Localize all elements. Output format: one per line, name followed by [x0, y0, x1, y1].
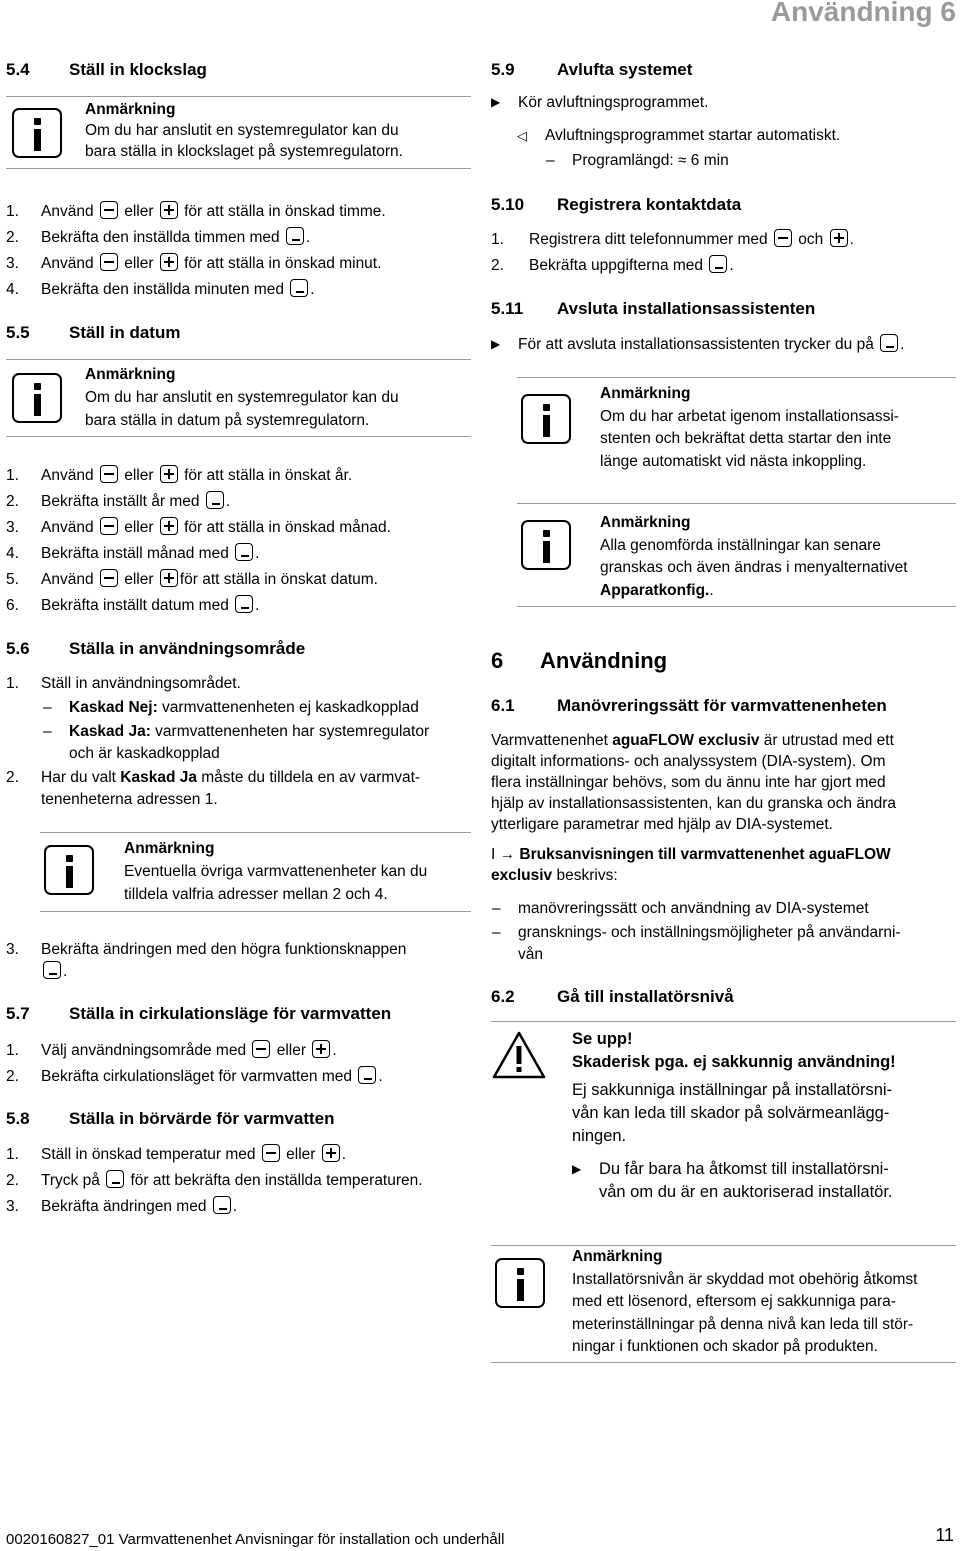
section-heading-5-8: 5.8 Ställa in börvärde för varmvatten — [6, 1109, 335, 1128]
step: 3. Bekräfta ändringen med den högra funktionsknappen — [6, 941, 407, 958]
minus-key-icon — [100, 201, 118, 219]
info-icon — [12, 108, 62, 158]
note-box — [491, 1245, 956, 1363]
step: 1. Välj användningsområde med eller . — [6, 1042, 337, 1059]
section-heading-5-11: 5.11 Avsluta installationsassistenten — [491, 299, 816, 318]
plus-key-icon — [312, 1040, 330, 1058]
step: 1. Registrera ditt telefonnummer med och . — [491, 231, 854, 248]
note-text: Anmärkning Alla genomförda inställningar kan senare granskas och även ändras i menyalternativet Apparatkonfig.. — [600, 514, 908, 599]
section-heading-6-1: 6.1 Manövreringssätt för varmvattenenheten — [491, 696, 887, 715]
section-heading-5-5: 5.5 Ställ in datum — [6, 323, 181, 342]
note-box — [6, 96, 471, 169]
info-icon — [12, 373, 62, 423]
step: 2. Bekräfta inställt år med . — [6, 493, 231, 510]
step: 3. Använd eller för att ställa in önskad minut. — [6, 255, 382, 272]
action-arrow-icon: ▶ — [491, 337, 501, 351]
info-icon — [521, 520, 571, 570]
minus-key-icon — [262, 1144, 280, 1162]
dash-item: – Kaskad Ja: varmvattenenheten har systemregulator — [69, 721, 429, 742]
ok-key-icon — [235, 595, 253, 613]
note-text: Anmärkning Om du har anslutit en systemregulator kan du bara ställa in klockslaget på systemregulatorn. — [85, 101, 403, 160]
warning-box — [491, 1021, 956, 1211]
step: 6. Bekräfta inställt datum med . — [6, 597, 260, 614]
plus-key-icon — [160, 465, 178, 483]
step: 1. Ställ in önskad temperatur med eller . — [6, 1146, 347, 1163]
dash-item: – Kaskad Nej: varmvattenenheten ej kaskadkopplad — [69, 697, 419, 718]
ok-key-icon — [235, 543, 253, 561]
note-text: Anmärkning Om du har arbetat igenom installationsassi- stenten och bekräftat detta startar den inte länge automatiskt vid nästa inkoppling. — [600, 385, 899, 470]
minus-key-icon — [100, 253, 118, 271]
reference-arrow-icon: → — [499, 846, 516, 863]
minus-key-icon — [100, 517, 118, 535]
warning-text: Se upp! Skaderisk pga. ej sakkunnig användning! Ej sakkunniga inställningar på installatörsni- vån kan leda till skador på solvärmeanlägg- ningen. ▶ Du får bara ha åtkomst till installatörsni- vån om du är en auktoriserad installatör. — [572, 1030, 896, 1201]
action-item: ▶ För att avsluta installationsassistenten trycker du på . — [491, 336, 905, 353]
dash-item-continuation: vån — [518, 946, 543, 963]
plus-key-icon — [160, 517, 178, 535]
info-icon — [495, 1258, 545, 1308]
ok-key-icon — [286, 227, 304, 245]
section-heading-5-9: 5.9 Avlufta systemet — [491, 60, 693, 79]
section-heading-6-2: 6.2 Gå till installatörsnivå — [491, 987, 734, 1006]
plus-key-icon — [160, 253, 178, 271]
section-heading-5-7: 5.7 Ställa in cirkulationsläge för varmvatten — [6, 1004, 392, 1023]
ok-key-icon — [290, 279, 308, 297]
action-arrow-icon: ▶ — [491, 95, 501, 109]
info-icon — [44, 845, 94, 895]
step: 4. Bekräfta inställ månad med . — [6, 545, 260, 562]
ok-key-icon — [106, 1170, 124, 1188]
step: 2. Bekräfta den inställda timmen med . — [6, 229, 311, 246]
section-heading-5-4: 5.4 Ställ in klockslag — [6, 60, 207, 79]
minus-key-icon — [774, 229, 792, 247]
dash-item: – gransknings- och inställningsmöjligheter på användarni- — [518, 922, 901, 943]
result-triangle-icon: ◁ — [517, 128, 527, 143]
plus-key-icon — [160, 201, 178, 219]
warning-triangle-icon — [491, 1030, 547, 1080]
action-arrow-icon: ▶ — [572, 1162, 582, 1176]
paragraph: Varmvattenenhet aguaFLOW exclusiv är utrustad med ett digitalt informations- och analyssystem (DIA-system). Om flera inställningar behövs, som du ännu inte har gjort med hjälp av installationsassistenten, kan du granska och ändra ytterligare parametrar med hjälp av DIA-systemet. — [491, 732, 896, 833]
step: 1. Använd eller för att ställa in önskat år. — [6, 467, 353, 484]
paragraph: I → Bruksanvisningen till varmvattenenhet aguaFLOW exclusiv beskrivs: — [491, 846, 891, 884]
page-header: Användning 6 — [770, 0, 956, 27]
step: 1. Använd eller för att ställa in önskad timme. — [6, 203, 386, 220]
plus-key-icon — [830, 229, 848, 247]
note-text: Anmärkning Installatörsnivån är skyddad mot obehörig åtkomst med ett lösenord, eftersom ej sakkunniga para- meterinställningar på denna nivå kan leda till stör- ningar i funktionen och skador på produkten. — [572, 1248, 918, 1355]
note-box — [6, 359, 471, 437]
ok-key-icon — [213, 1196, 231, 1214]
note-box — [517, 377, 956, 477]
note-text: Anmärkning Eventuella övriga varmvattenenheter kan du tilldela valfria adresser mellan 2 och 4. — [124, 840, 428, 903]
step: 4. Bekräfta den inställda minuten med . — [6, 281, 315, 298]
chapter-heading-6: 6 Användning — [491, 648, 668, 673]
info-icon — [521, 394, 571, 444]
plus-key-icon — [322, 1144, 340, 1162]
section-heading-5-10: 5.10 Registrera kontaktdata — [491, 195, 742, 214]
action-item: ▶ Kör avluftningsprogrammet. — [491, 94, 709, 111]
note-box — [517, 503, 956, 607]
section-heading-5-6: 5.6 Ställa in användningsområde — [6, 639, 306, 658]
minus-key-icon — [100, 569, 118, 587]
step: 2. Bekräfta cirkulationsläget för varmvatten med . — [6, 1068, 383, 1085]
step-continuation: tenenheterna adressen 1. — [41, 791, 218, 808]
step: 3. Använd eller för att ställa in önskad månad. — [6, 519, 391, 536]
ok-key-icon — [206, 491, 224, 509]
ok-key-icon — [43, 961, 61, 979]
ok-key-icon — [358, 1066, 376, 1084]
minus-key-icon — [252, 1040, 270, 1058]
step: 3. Bekräfta ändringen med . — [6, 1198, 238, 1215]
step: 1. Ställ in användningsområdet. — [6, 675, 241, 692]
step: 2. Bekräfta uppgifterna med . — [491, 257, 734, 274]
step: 5. Använd eller för att ställa in önskat datum. — [6, 571, 378, 588]
result-item: ◁ Avluftningsprogrammet startar automatiskt. — [517, 127, 841, 144]
detail-item: – Programlängd: ≈ 6 min — [572, 150, 729, 171]
ok-key-icon — [709, 255, 727, 273]
footer-doc-info: 0020160827_01 Varmvattenenhet Anvisningar för installation och underhåll — [6, 1531, 505, 1548]
page-number: 11 — [935, 1525, 954, 1545]
step-continuation: . — [41, 961, 67, 982]
plus-key-icon — [160, 569, 178, 587]
step: 2. Tryck på för att bekräfta den inställda temperaturen. — [6, 1172, 423, 1189]
minus-key-icon — [100, 465, 118, 483]
note-text: Anmärkning Om du har anslutit en systemregulator kan du bara ställa in datum på systemregulatorn. — [85, 366, 399, 429]
dash-item-continuation: och är kaskadkopplad — [69, 745, 220, 762]
dash-item: – manövreringssätt och användning av DIA-systemet — [518, 898, 869, 919]
ok-key-icon — [880, 334, 898, 352]
note-box — [40, 832, 471, 912]
step: 2. Har du valt Kaskad Ja måste du tilldela en av varmvat- — [6, 769, 421, 786]
